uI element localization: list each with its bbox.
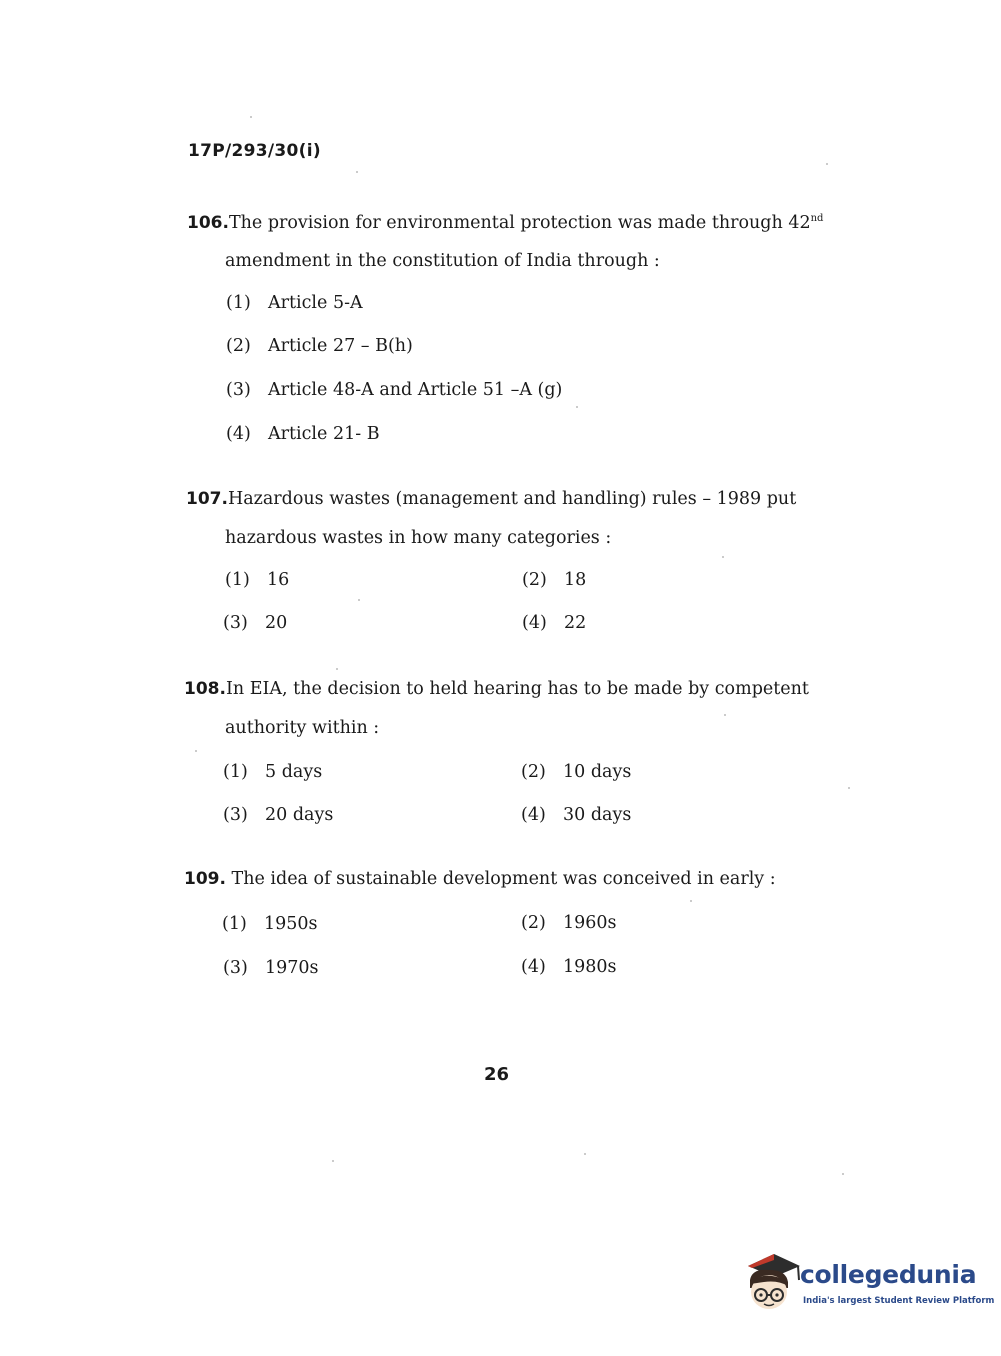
option-4: (4) 30 days: [521, 805, 632, 825]
option-3: (3) Article 48-A and Article 51 –A (g): [226, 380, 563, 400]
scan-speck: [250, 116, 252, 118]
option-2: (2) 1960s: [521, 913, 617, 933]
scan-speck: [842, 1173, 844, 1175]
collegedunia-logo: [742, 1250, 995, 1314]
option-1: (1) Article 5-A: [226, 293, 363, 313]
question-text-line: 106.The provision for environmental protection was made through 42nd: [187, 213, 824, 233]
option-2: (2) 18: [522, 570, 587, 590]
scan-speck: [576, 406, 578, 408]
option-3: (3) 20 days: [223, 805, 334, 825]
scan-speck: [336, 668, 338, 670]
option-2: (2) 10 days: [521, 762, 632, 782]
option-1: (1) 1950s: [222, 914, 318, 934]
question-number: 108.: [184, 679, 226, 699]
question-text-line: 109. The idea of sustainable development was conceived in early :: [184, 869, 776, 889]
question-number: 109.: [184, 869, 226, 889]
logo-wordmark: collegedunia: [800, 1260, 977, 1289]
scan-speck: [356, 171, 358, 173]
superscript: nd: [810, 213, 824, 225]
question-text-line: 107.Hazardous wastes (management and handling) rules – 1989 put: [186, 489, 797, 509]
mascot-icon: [742, 1250, 802, 1314]
scan-speck: [690, 900, 692, 902]
option-1: (1) 5 days: [223, 762, 323, 782]
question-text-line: hazardous wastes in how many categories :: [225, 528, 612, 548]
question-number: 106.: [187, 213, 229, 233]
question-text-line: 108.In EIA, the decision to held hearing has to be made by competent: [184, 679, 809, 699]
scan-speck: [724, 714, 726, 716]
option-3: (3) 1970s: [223, 958, 319, 978]
scan-speck: [584, 1153, 586, 1155]
paper-code: 17P/293/30(i): [188, 141, 321, 161]
page-number: 26: [484, 1064, 510, 1085]
option-2: (2) Article 27 – B(h): [226, 336, 413, 356]
question-number: 107.: [186, 489, 228, 509]
option-4: (4) 1980s: [521, 957, 617, 977]
scan-speck: [358, 599, 360, 601]
logo-tagline: India's largest Student Review Platform: [803, 1296, 995, 1306]
scan-speck: [826, 163, 828, 165]
question-text-line: amendment in the constitution of India through :: [225, 251, 660, 271]
option-3: (3) 20: [223, 613, 288, 633]
option-1: (1) 16: [225, 570, 290, 590]
question-text-line: authority within :: [225, 718, 380, 738]
option-4: (4) 22: [522, 613, 587, 633]
scan-speck: [848, 787, 850, 789]
scan-speck: [722, 556, 724, 558]
scan-speck: [332, 1160, 334, 1162]
option-4: (4) Article 21- B: [226, 424, 380, 444]
scan-speck: [195, 750, 197, 752]
